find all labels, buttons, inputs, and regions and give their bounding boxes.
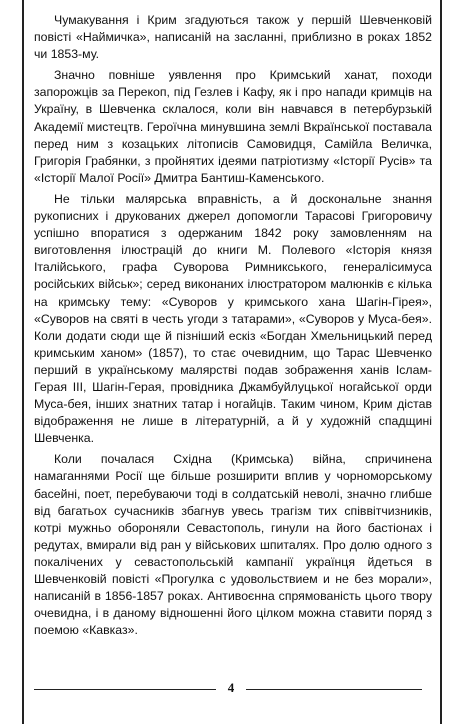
paragraph-4: Коли почалася Східна (Кримська) війна, спричинена намаганнями Росії ще більше розширити вплив у чорноморському басейні, поет, перебуваючи тоді в солдатській неволі, значно глибше від багатьох сучасників збагнув увесь трагізм тих співвітчизників, котрі мужньо обороняли Севастополь, гинули на його бастіонах і редутах, вмирали від ран у військових шпиталях. Про долю одного з покалічених у севастопольській кампанії українця йдеться в Шевченковій повісті «Прогулка с удовольствием и не без морали», написаній в 1856-1857 роках. Антивоєнна спрямованість цього твору очевидна, і в даному відношенні його цілком можна ставити поряд з поемою «Кавказ». [34, 452, 432, 638]
footer-rule-left [34, 689, 216, 690]
footer-rule-right [246, 689, 422, 690]
book-page [22, 0, 442, 724]
page-footer [24, 678, 440, 708]
page-text [34, 12, 432, 643]
paragraph-1: Чумакування і Крим згадуються також у першій Шевченковій повісті «Наймичка», написаній на засланні, приблизно в роках 1852 чи 1853-му. [34, 13, 432, 62]
page-number: 4 [227, 680, 235, 695]
paragraph-3: Не тільки малярська вправність, а й доскональне знання рукописних і друкованих джерел допомогли Тарасові Григоровичу успішно впоратися з одержаним 1842 року замовленням на виготовлення ілюстрацій до книги М. Полевого «Історія князя Італійського, графа Суворова Римникського, генералісимуса російських військ»; серед виконаних ілюстратором малюнків є кілька на кримську тему: «Суворов у кримського хана Шагін-Гірея», «Суворов на святі в честь угоди з татарами», «Суворов у Муса-бея». Коли додати сюди ще й пізніший ескіз «Богдан Хмельницький перед кримським ханом» (1857), то стає очевидним, що Тарас Шевченко перший в українському малярстві подав зображення ханів Іслам-Герая ІІІ, Шагін-Герая, провідника Джамбуйлуцької ногайської орди Муса-бея, інших знатних татар і ногайців. Таким чином, Крим дістав відображення не лише в літературній, а й у художній спадщині Шевченка. [34, 191, 432, 446]
paragraph-2: Значно повніше уявлення про Кримський ханат, походи запорожців за Перекоп, під Гезлев і Кафу, як і про напади кримців на Україну, в Шевченка склалося, коли він навчався в петербурзькій Академії мистецтв. Героїчна минувшина землі Вкраїнської поставала перед ним з козацьких літописів Самовидця, Самійла Величка, Григорія Грабянки, з пройнятих ідеями патріотизму «Історії Русів» та «Історії Малої Росії» Дмитра Бантиш-Каменського. [34, 68, 432, 185]
